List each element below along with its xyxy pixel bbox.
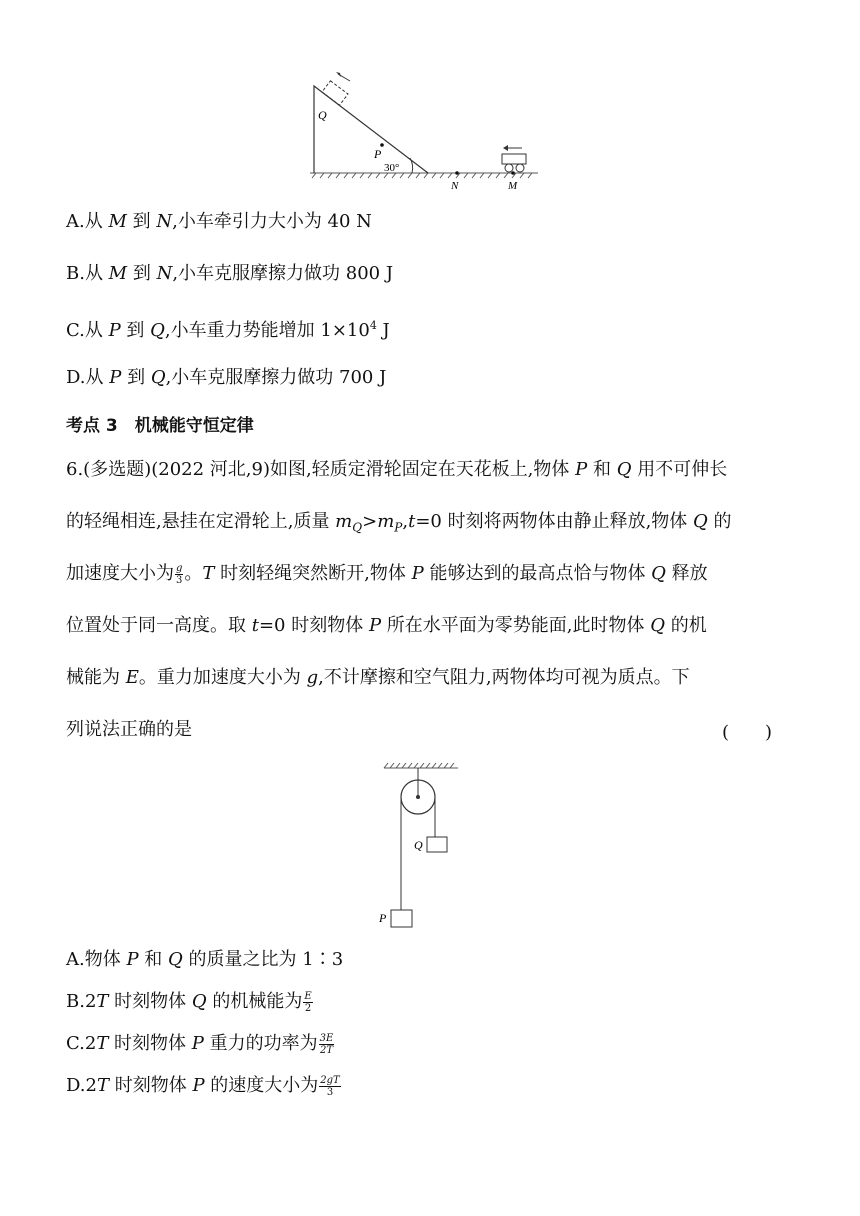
q6-option-b: B.2T 时刻物体 Q 的机械能为 $\frac{E}{2}$	[66, 990, 312, 1014]
angle-label: 30°	[384, 162, 400, 174]
block-p	[391, 910, 412, 927]
fraction-c: $\frac{3E}{2T}$	[319, 1032, 334, 1056]
arrow-up-slope-head	[336, 72, 341, 77]
q6-line-1: 6.(多选题)(2022 河北,9)如图,轻质定滑轮固定在天花板上,物体 P 和 Q 用不可伸长	[66, 459, 728, 480]
q6-option-a: A.物体 P 和 Q 的质量之比为 1∶3	[66, 949, 344, 970]
q6-line-4: 位置处于同一高度。取 t=0 时刻物体 P 所在水平面为零势能面,此时物体 Q 的机	[66, 615, 707, 636]
label-q: Q	[318, 108, 327, 122]
cart-wheel	[516, 164, 524, 172]
q6-line-5: 械能为 E。重力加速度大小为 g,不计摩擦和空气阻力,两物体均可视为质点。下	[66, 667, 690, 688]
point-n	[455, 171, 459, 175]
label-n: N	[451, 180, 459, 192]
ceiling-hatch	[384, 763, 458, 768]
cart-arrow-head	[503, 145, 508, 151]
block-q	[427, 837, 447, 852]
q6-line-3: 加速度大小为 $\frac{g}{3}$ 。T 时刻轻绳突然断开,物体 P 能够达到的最高点恰与物体 Q 释放	[66, 562, 708, 586]
q5-option-a: A.从 M 到 N,小车牵引力大小为 40 N	[66, 211, 372, 232]
label-p: P	[374, 147, 382, 161]
cart-wheel	[505, 164, 513, 172]
ground-hatch	[310, 173, 538, 178]
answer-parentheses: ( )	[722, 722, 773, 743]
pulley-figure	[370, 760, 470, 932]
pulley-axle	[416, 795, 420, 799]
q6-option-c: C.2T 时刻物体 P 重力的功率为 $\frac{3E}{2T}$	[66, 1032, 334, 1056]
fraction-b: $\frac{E}{2}$	[304, 990, 312, 1014]
fraction-d: $\frac{2gT}{3}$	[320, 1074, 340, 1098]
q5-option-c: C.从 P 到 Q,小车重力势能增加 $1\times 10^4$ J	[66, 319, 390, 341]
cart-dashed	[322, 81, 348, 105]
label-p: P	[379, 911, 387, 925]
q5-option-d: D.从 P 到 Q,小车克服摩擦力做功 700 J	[66, 367, 387, 388]
cart	[502, 154, 526, 164]
label-q: Q	[414, 838, 423, 852]
section-heading: 考点 3 机械能守恒定律	[66, 416, 254, 436]
q5-option-b: B.从 M 到 N,小车克服摩擦力做功 800 J	[66, 263, 394, 284]
q6-line-6: 列说法正确的是	[66, 719, 192, 740]
q6-option-d: D.2T 时刻物体 P 的速度大小为 $\frac{2gT}{3}$	[66, 1074, 340, 1098]
label-m: M	[508, 180, 518, 192]
fraction-g-over-3: $\frac{g}{3}$	[176, 562, 183, 586]
point-m	[511, 171, 515, 175]
incline-figure	[300, 72, 550, 194]
q6-line-2: 的轻绳相连,悬挂在定滑轮上,质量 $m_Q>m_P,t=0$ 时刻将两物体由静止释放,物体 Q 的	[66, 511, 732, 535]
